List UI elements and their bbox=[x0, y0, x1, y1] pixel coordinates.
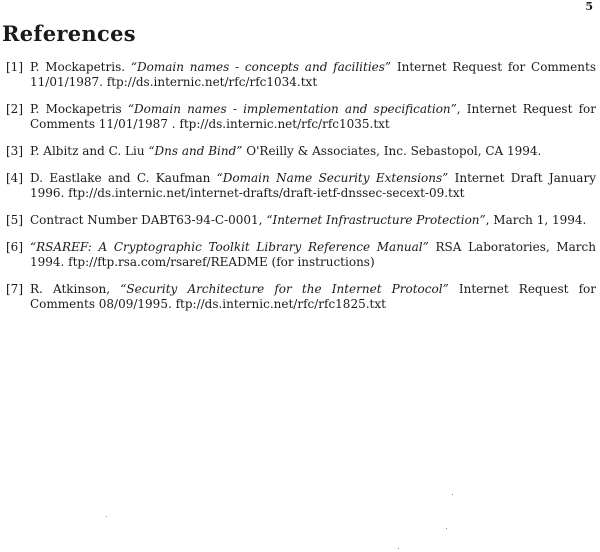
reference-item-6 bbox=[6, 240, 596, 270]
reference-number: [2] bbox=[6, 102, 23, 116]
reference-item-1 bbox=[6, 60, 596, 90]
reference-number: [4] bbox=[6, 171, 23, 185]
reference-title: “Domain names - implementation and specification” bbox=[127, 102, 457, 116]
reference-number: [3] bbox=[6, 144, 23, 158]
reference-details: RSA Laboratories, March 1994. ftp://ftp.rsa.com/rsaref/README (for instructions) bbox=[30, 240, 596, 269]
reference-item-2 bbox=[6, 102, 596, 132]
page-number: 5 bbox=[585, 0, 593, 13]
section-heading: References bbox=[2, 21, 136, 46]
scan-speck bbox=[446, 528, 447, 529]
reference-authors: P. Mockapetris bbox=[30, 102, 122, 116]
reference-item-3 bbox=[6, 144, 596, 159]
reference-item-7 bbox=[6, 282, 596, 312]
reference-authors: Contract Number DABT63-94-C-0001, bbox=[30, 213, 263, 227]
reference-authors: R. Atkinson, bbox=[30, 282, 111, 296]
reference-details: O'Reilly & Associates, Inc. Sebastopol, CA 1994. bbox=[246, 144, 542, 158]
reference-details: , Internet Request for Comments 11/01/1987 . ftp://ds.internic.net/rfc/rfc1035.txt bbox=[30, 102, 596, 131]
reference-number: [7] bbox=[6, 282, 23, 296]
reference-title: “Domain Name Security Extensions” bbox=[216, 171, 449, 185]
reference-authors: P. Albitz and C. Liu bbox=[30, 144, 145, 158]
reference-title: “Security Architecture for the Internet Protocol” bbox=[120, 282, 449, 296]
reference-title: “Domain names - concepts and facilities” bbox=[130, 60, 392, 74]
reference-number: [1] bbox=[6, 60, 23, 74]
reference-details: Internet Request for Comments 08/09/1995. ftp://ds.internic.net/rfc/rfc1825.txt bbox=[30, 282, 596, 311]
scan-speck bbox=[106, 516, 107, 517]
reference-title: “Internet Infrastructure Protection” bbox=[266, 213, 486, 227]
reference-list bbox=[6, 60, 596, 324]
reference-number: [6] bbox=[6, 240, 23, 254]
scan-speck bbox=[398, 548, 399, 549]
reference-details: Internet Request for Comments 11/01/1987. ftp://ds.internic.net/rfc/rfc1034.txt bbox=[30, 60, 596, 89]
scan-speck bbox=[452, 494, 453, 495]
reference-authors: D. Eastlake and C. Kaufman bbox=[30, 171, 211, 185]
reference-number: [5] bbox=[6, 213, 23, 227]
reference-title: “Dns and Bind” bbox=[148, 144, 243, 158]
reference-details: , March 1, 1994. bbox=[485, 213, 587, 227]
reference-authors: P. Mockapetris. bbox=[30, 60, 126, 74]
reference-item-4 bbox=[6, 171, 596, 201]
reference-title: “RSAREF: A Cryptographic Toolkit Library Reference Manual” bbox=[30, 240, 429, 254]
reference-item-5 bbox=[6, 213, 596, 228]
reference-details: Internet Draft January 1996. ftp://ds.internic.net/internet-drafts/draft-ietf-dnssec-secext-09.txt bbox=[30, 171, 596, 200]
